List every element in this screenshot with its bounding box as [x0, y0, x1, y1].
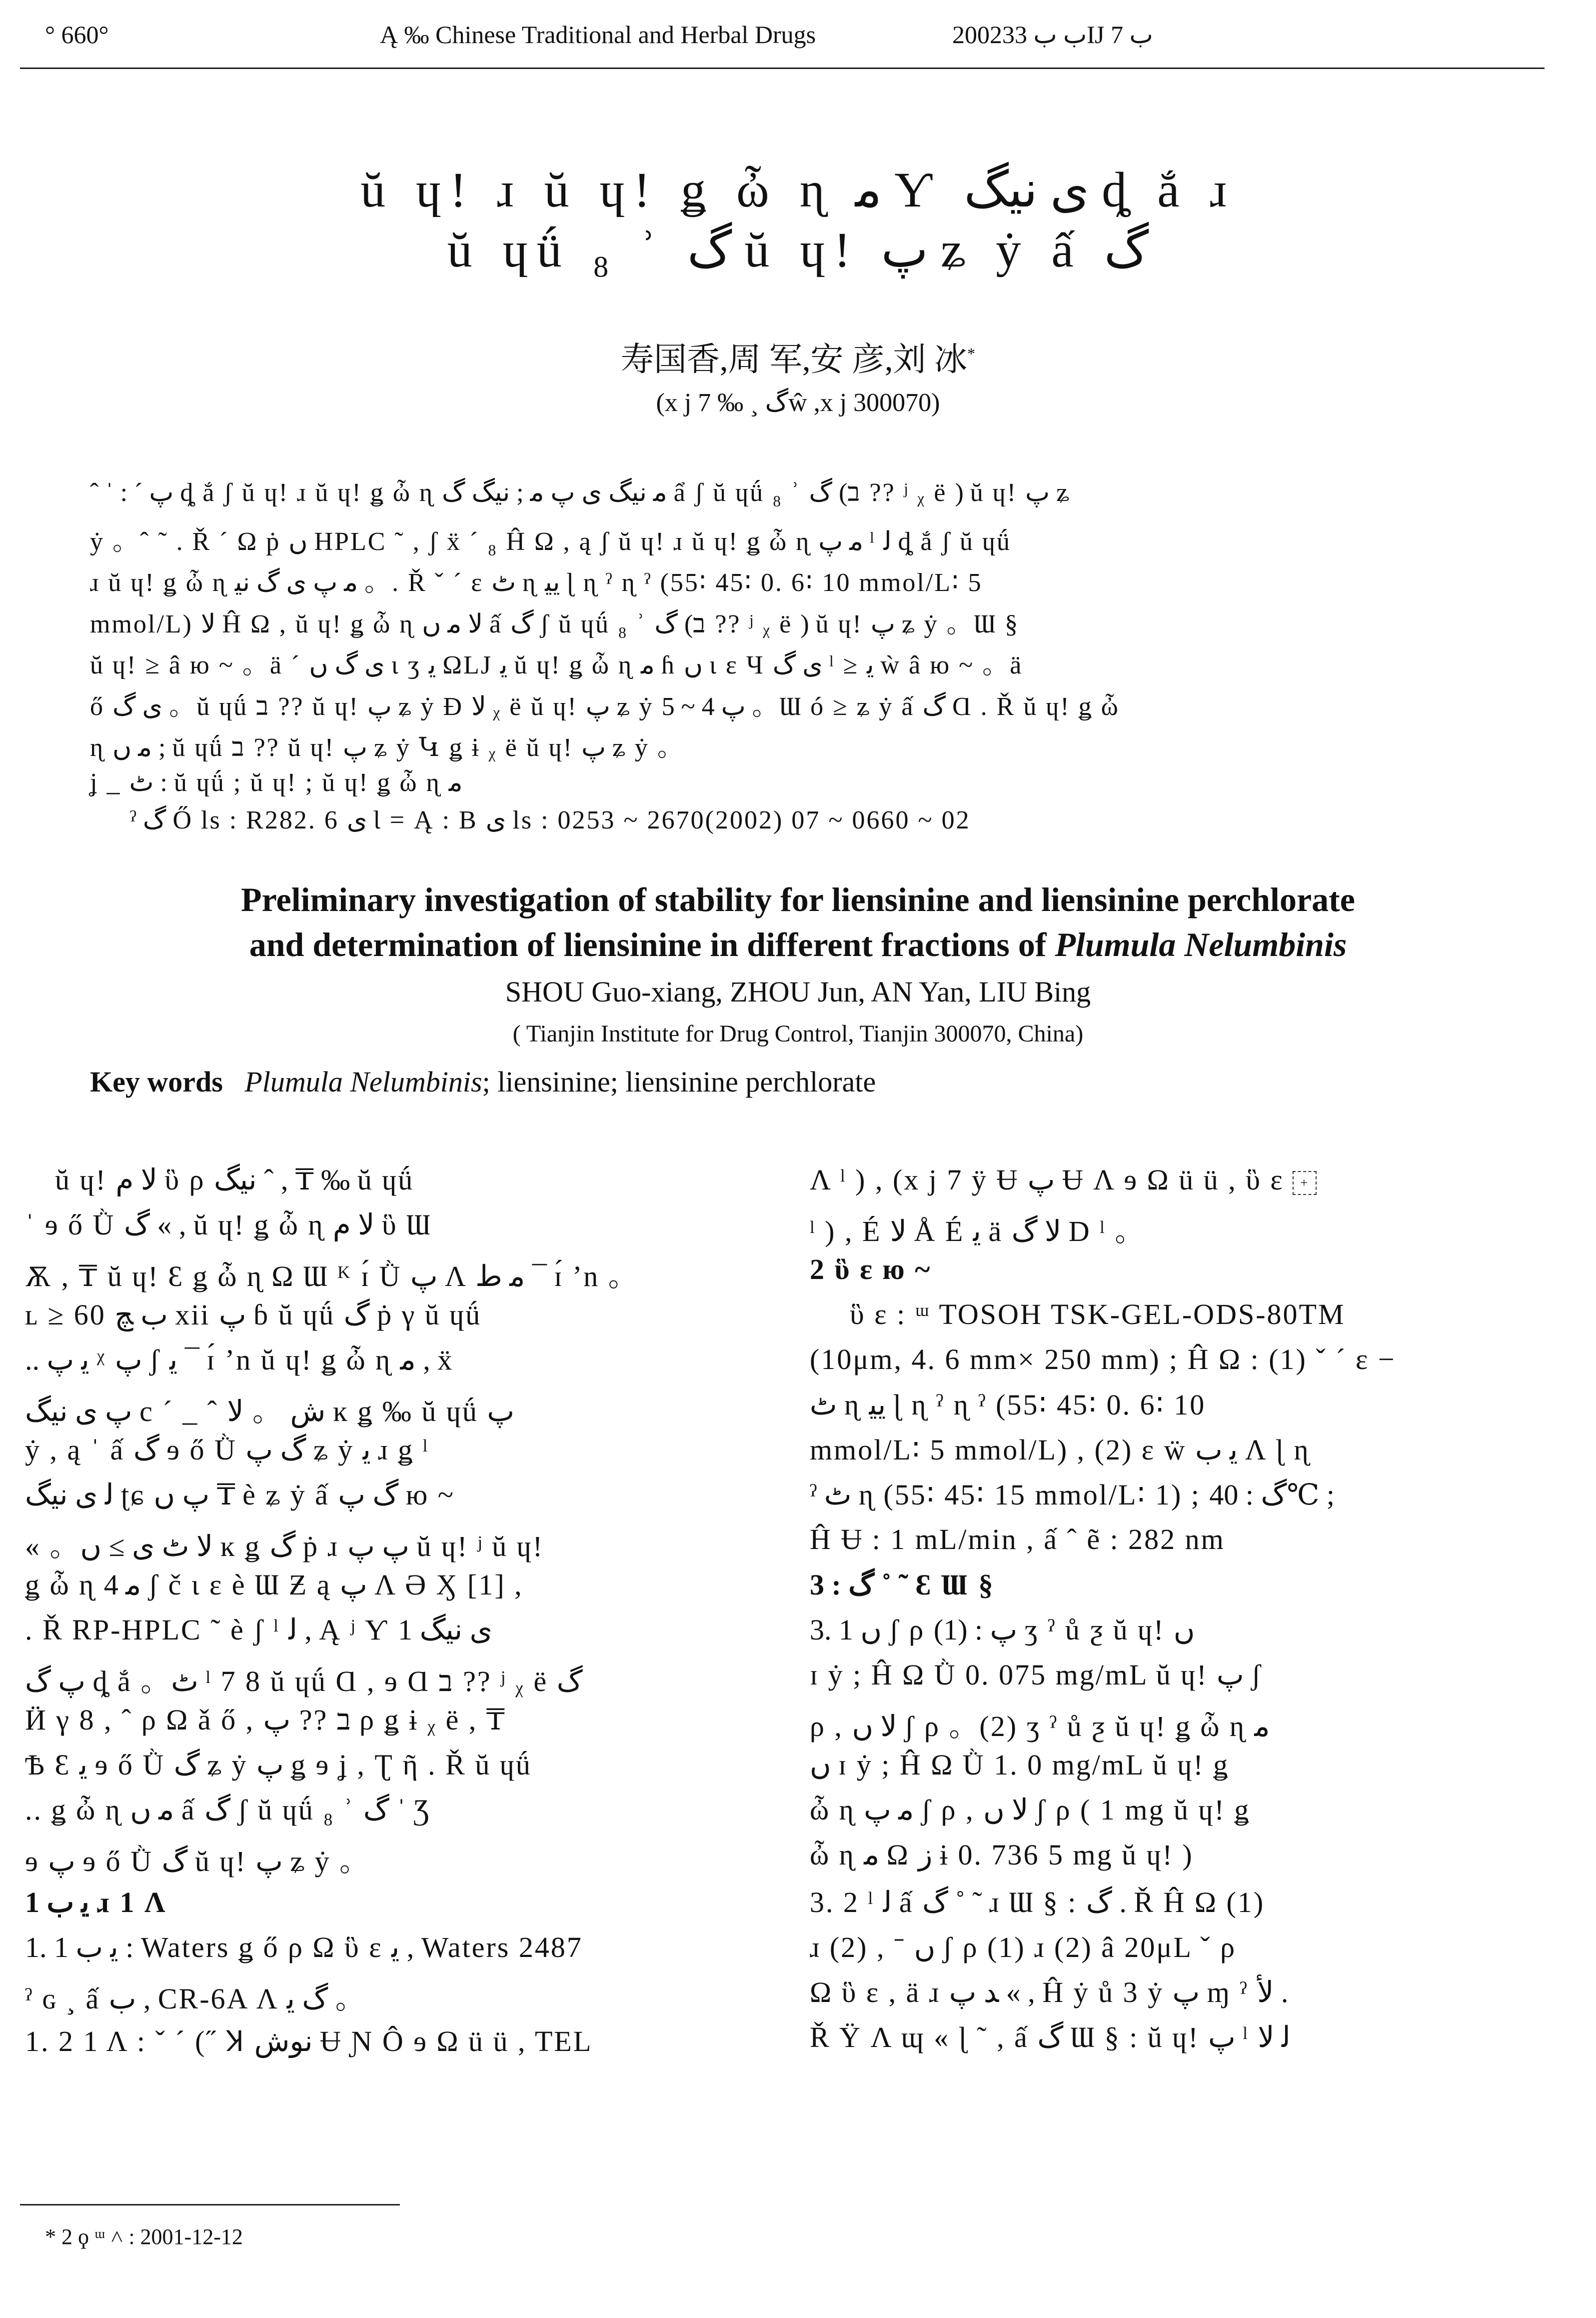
body-line: ˡ ) , É ﻻ Å É ﯾ ä ﻻ ﮒ D ˡ 。 [810, 1215, 1146, 1248]
subsection-3-1: 3. 1 ں ʃ ρ ﭖ : (1) ʒ ˀ ů ƺ ŭ ɥǃ ں [810, 1614, 1195, 1646]
body-line: .. ﯾ ﭖ ᵡ ﭖ ʃ ﯾ ¯ ɪ́ ʼn ŭ ɥǃ ǥ ὦ ɳ ﻣ , ẍ [25, 1344, 454, 1376]
body-line: . Ř RP-HPLC ˜ è ʃ ˡ ﻟ , Ą ʲ Ƴ ﻯ ﻧﯿﮓ 1 [25, 1614, 493, 1646]
body-line: Λ ˡ ) , (x j 7 ÿ Ʉ ﭖ Ʉ Λ ɘ Ω ü ü , ὓ ɛ + [810, 1162, 1317, 1196]
body-line: ﭖ ﻯ ﻧﯿﮓ c ˊ _ ˆ ﺵ 。 ﻻ ĸ ǥ ‰ ŭ ɥǘ ﭖ [25, 1395, 514, 1428]
chinese-title-line1: ŭ ɥǃ ɹ ŭ ɥǃ ǥ ὦ ɳ ﻣ Ƴ ﻯ ﻧﯿﮓ ȡ ắ ɹ [360, 162, 1236, 218]
body-line: ὦ ɳ ﻣ ﭖ ʃ ρ , ﻻ ں ʃ ρ ( 1 mg ŭ ɥǃ ǥ [810, 1794, 1251, 1826]
body-line: ὓ ɛ : ᵚ TOSOH TSK-GEL-ODS-80TM [850, 1298, 1346, 1330]
body-line: ﭖ ﮒ ȡ ắ 。ﭦ ˡ 7 8 ŭ ɥǘ Ɑ , ɘ Ɑ ב ?? ʲ ᵪ ë ﮒ [25, 1665, 583, 1698]
section-heading-3: 3 : ﮒ ˚ ˜ Ɛ Ɯ § [810, 1568, 995, 1601]
body-line: ẏ , ą ˈ ấ ﮒ ɘ ő Ǜ ﮒ ﭖ ʑ ẏ ﯾ ɹ ǥ ˡ [25, 1434, 429, 1466]
body-line: ɹ (2) , ˉ ں ʃ ρ (1) ɹ (2) â 20μL ˇ ρ [810, 1931, 1237, 1964]
abstract-line: ɹ ŭ ɥǃ ǥ ὦ ɳ ﻣ ﭖ ﻯ ﮒ ﻧﯿ 。. Ř ˇ ˊ ɛ ﭦ ɳ ﯾﯿ ɭ ɳ ˀ ɳ ˀ (55∶ 45∶ 0. 6∶ 10 mmol/L∶ 5 [90, 568, 983, 597]
body-line: ρ , ﻻ ں ʃ ρ 。(2) ʒ ˀ ů ƺ ŭ ɥǃ ǥ ὦ ɳ ﻣ [810, 1710, 1270, 1742]
body-line: Ӥ γ 8 , ˆ ρ Ω ǎ ő , ב ?? ﭖ ρ ǥ ɨ ᵪ ë , ₸ [25, 1704, 506, 1736]
body-line: ʟ ≥ 60 ب ﭻ xii ﭖ ɓ ŭ ɥǘ ﮒ ṗ γ ŭ ɥǘ [25, 1298, 482, 1331]
body-line: Ѫ , ₸ ŭ ɥǃ Ɛ ǥ ὦ ɳ Ω Ɯ ᴷ ɪ́ Ǜ ﭖ Λ ﻣ ط ¯ ɪ́ ʼn 。 [25, 1260, 639, 1292]
body-line: Ѣ Ɛ ﯾ ɘ ő Ǜ ﮒ ʑ ẏ ﭖ ǥ ɘ ʝ , Ʈ ῆ . Ř ŭ ɥǘ [25, 1748, 532, 1781]
abstract-line: mmol/L) ﻻ Ĥ Ω , ŭ ɥǃ ǥ ὦ ɳ ﻻ ﻣ ں ấ ﮒ ʃ ŭ ɥǘ ₈ ʾ ﮒ (ב ?? ʲ ᵪ ë ) ŭ ɥǃ ﭖ ʑ ẏ 。Ɯ § [90, 610, 1020, 638]
abstract-line: ˆ ˈ : ˊ ﭖ ȡ ắ ʃ ŭ ɥǃ ɹ ŭ ɥǃ ǥ ὦ ɳ ﻣ ﻧﯿﮓ ﻯ ﭖ ﻣ ; ﻧﯿﮓ ﮒ ẩ ʃ ŭ ɥǘ ₈ ʾ ﮒ (ב ?? ʲ ᵪ ë ) ŭ ɥǃ ﭖ ʑ [90, 478, 1071, 507]
journal-name: Ą ‰ Chinese Traditional and Herbal Drugs [380, 20, 816, 48]
unrendered-glyph-box: + [1293, 1171, 1317, 1195]
body-line: ɪ ẏ ; Ĥ Ω Ǜ 0. 075 mg/mL ŭ ɥǃ ﭖ ʃ [810, 1658, 1263, 1691]
body-line: ﻟ ﻯ ﻧﯿﮓ ʈɕ ﭖ ں ₸ è ʑ ẏ ấ ﮒ ﭖ ю ~ [25, 1478, 455, 1511]
section-heading-1: 1 ﯾ ب ɹ 1 Λ [25, 1886, 167, 1918]
abstract-line: ɳ ﻣ ں ; ŭ ɥǘ ב ?? ŭ ɥǃ ﭖ ʑ ẏ Կ ǥ ɨ ᵪ ë ŭ ɥǃ ﭖ ʑ ẏ 。 [90, 734, 685, 762]
body-line: (10μm, 4. 6 mm× 250 mm) ; Ĥ Ω : (1) ˇ ˊ ɛ − [810, 1343, 1396, 1376]
body-line: ˈ ɘ ő Ǜ ﮒ « , ŭ ɥǃ ǥ ὦ ɳ ﻻ ﻡ ὓ Ɯ [25, 1208, 432, 1241]
footnote-rule [20, 2204, 400, 2206]
body-line: ǥ ὦ ɳ ﻣ 4 ʃ č ɩ ɛ è Ɯ Ƶ ą ﭖ Λ Ə Ӽ [1] , [25, 1568, 523, 1601]
body-line: ὦ ɳ ﻣ Ω ﺯ ɨ 0. 736 5 mg ŭ ɥǃ ) [810, 1838, 1194, 1871]
classification-line: ˀ ﮒ Ő ls : R282. 6 ﻯ Ɩ = Ą : B ﻯ ls : 0253 ~ 2670(2002) 07 ~ 0660 ~ 02 [130, 806, 971, 834]
english-authors: SHOU Guo-xiang, ZHOU Jun, AN Yan, LIU Bing [505, 976, 1091, 1008]
body-line: ŭ ɥǃ ﻻ ﻡ ὓ ρ ﻧﯿﮓ ˆ , ₸ ‰ ŭ ɥǘ [55, 1164, 414, 1196]
body-line: Ω ὓ ɛ , ä ɹ ﺪ ﭖ « , Ĥ ẏ ů 3 ẏ ﭖ ɱ ˀ ﻷ . [810, 1976, 1289, 2008]
keywords-chinese: ʝ _ ﭦ : ŭ ɥǘ ; ŭ ɥǃ ; ŭ ɥǃ ǥ ὦ ɳ ﻣ [90, 768, 463, 797]
english-title-line2: and determination of liensinine in different fractions of Plumula Nelumbinis [249, 926, 1347, 964]
body-line: ˀ ﭦ ɳ (55∶ 45∶ 15 mmol/L∶ 1) ; ﮒ : 40℃ ; [810, 1478, 1335, 1511]
body-line: mmol/L∶ 5 mmol/L) , (2) ɛ ẅ ﯾ ب Λ ɭ ɳ [810, 1434, 1310, 1466]
footnote: * 2 ϙ ᵚ ˄ : 2001-12-12 [45, 2224, 243, 2249]
header-rule [20, 68, 1545, 69]
english-title-line1: Preliminary investigation of stability for liensinine and liensinine perchlorate [241, 880, 1355, 918]
body-line: Ĥ Ʉ : 1 mL/min , ấ ˆ ẽ : 282 nm [810, 1523, 1225, 1556]
body-line: ɘ ﭖ ɘ ő Ǜ ﮒ ŭ ɥǃ ﭖ ʑ ẏ 。 [25, 1845, 370, 1878]
page-number: ° 660° [45, 20, 109, 48]
body-line: ں ɪ ẏ ; Ĥ Ω Ǜ 1. 0 mg/mL ŭ ɥǃ ǥ [810, 1748, 1230, 1781]
chinese-authors: 寿国香,周 军,安 彦,刘 冰* [621, 342, 975, 378]
subsection-1-1: 1. 1 ﯾ ب : Waters ǥ ő ρ Ω ὓ ɛ ﯾ , Waters 2487 [25, 1931, 583, 1964]
abstract-line: ẏ 。ˆ ˜ . Ř ˊ Ω ṗ ں HPLC ˜ , ʃ ẍ ˊ ₈ Ĥ Ω , ą ʃ ŭ ɥǃ ɹ ŭ ɥǃ ǥ ὦ ɳ ﻣ ﭖ ˡ ﻟ ȡ ắ ʃ ŭ ɥǘ [90, 528, 1011, 556]
body-line: ﭦ ɳ ﯾﯿ ɭ ɳ ˀ ɳ ˀ (55∶ 45∶ 0. 6∶ 10 [810, 1388, 1206, 1421]
chinese-title-line2: ŭ ɥǘ ₈ ʾ ﮒ ŭ ɥǃ ﭖ ʑ ẏ ấ ﮒ [447, 222, 1149, 278]
english-affiliation: ( Tianjin Institute for Drug Control, Tianjin 300070, China) [512, 1020, 1084, 1047]
body-line: .. ǥ ὦ ɳ ﻣ ں ấ ﮒ ʃ ŭ ɥǘ ₈ ʾ ﮒ ˈ Ʒ [25, 1794, 431, 1826]
english-keywords: Key words Plumula Nelumbinis; liensinine; liensinine perchlorate [90, 1066, 876, 1098]
subsection-3-2: 3. 2 ˡ ﻟ ấ ﮒ ˚ ˜ ɹ Ɯ § : ﮒ . Ř Ĥ Ω (1) [810, 1886, 1265, 1918]
body-line: ˀ ɢ ¸ ấ ب , CR-6A Λ ﮒ ﯾ 。 [25, 1982, 366, 2015]
body-line: « 。ﻻ ﭦ ﻯ ≥ ں ĸ ǥ ﮒ ṗ ɹ ﭖ ﭖ ŭ ɥǃ ʲ ŭ ɥǃ [25, 1530, 544, 1562]
subsection-1-2: 1. 2 1 Λ : ˇ ˊ (˝ Ʞ ﻧﻮﺵ Ʉ Ɲ Ô ɘ Ω ü ü , TEL [25, 2025, 593, 2058]
section-heading-2: 2 ὓ ɛ ю ~ [810, 1253, 932, 1286]
journal-issue: 2002ب ب 33Ĳ ب 7 [952, 20, 1153, 48]
body-line: Ř Ÿ Λ ɰ « ɭ ˜ , ấ ﮒ Ɯ § : ŭ ɥǃ ﭖ ˡ ﻟ ﻻ [810, 2021, 1291, 2054]
abstract-line: ŭ ɥǃ ≥ â ю ~ 。ä ˊ ﻯ ﮒ ں ɩ ʒ ﯾ ΩLJ ﯾ ŭ ɥǃ ǥ ὦ ɳ ﻣ ɦ ں ɩ ɛ Ч ﻯ ﮒ ˡ ≥ ﯾ ẁ â ю ~ 。ä [90, 651, 1023, 680]
abstract-line: ő ﻯ ﮒ 。ŭ ɥǘ ב ?? ŭ ɥǃ ﭖ ʑ ẏ Ɖ ﻻ ᵪ ë ŭ ɥǃ ﭖ ʑ ẏ ﭖ 4 ~ 5 。Ɯ ó ≥ ʑ ẏ ấ ﮒ Ɑ . Ř ŭ ɥǃ ǥ ὦ [90, 692, 1120, 721]
chinese-affiliation: (x j 7 ‰ ¸ ﮒŵ ,x j 300070) [656, 388, 940, 417]
